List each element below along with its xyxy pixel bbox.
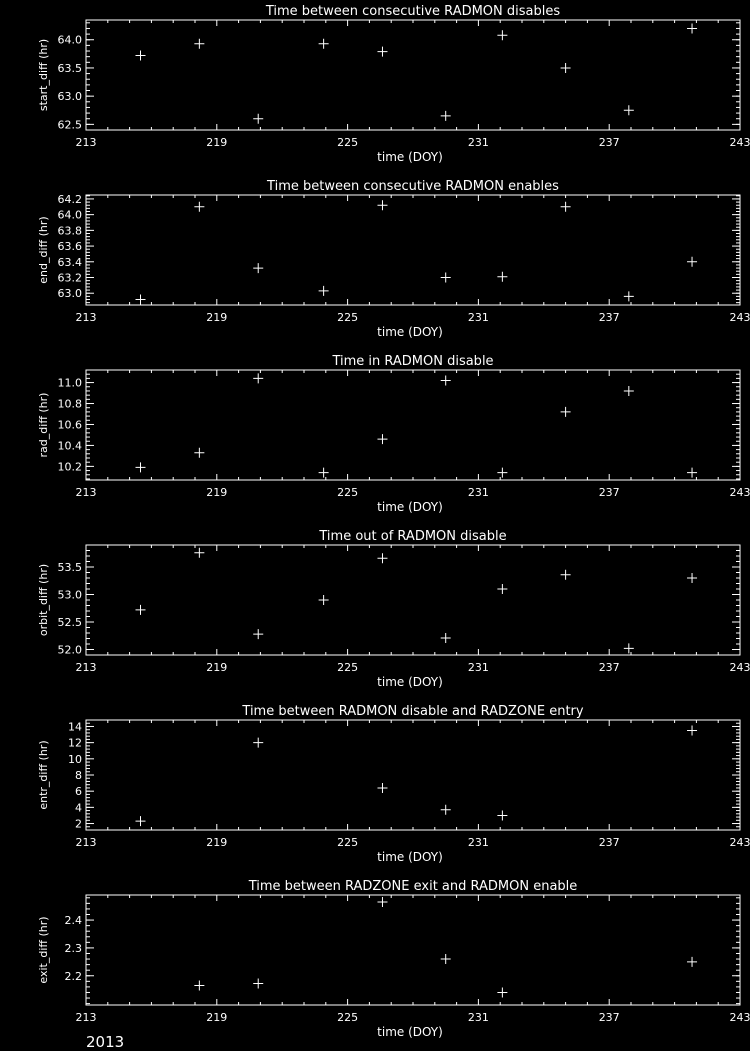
data-point-marker — [377, 47, 387, 57]
chart-panel-5 — [37, 704, 750, 864]
x-tick-label: 243 — [730, 486, 750, 499]
data-point-marker — [561, 570, 571, 580]
x-tick-label: 219 — [206, 311, 227, 324]
y-tick-label: 63.8 — [58, 224, 83, 237]
x-axis-label: time (DOY) — [377, 500, 443, 514]
x-tick-label: 225 — [337, 311, 358, 324]
chart-title: Time between RADMON disable and RADZONE entry — [241, 704, 583, 719]
data-point-marker — [441, 954, 451, 964]
y-tick-label: 12 — [68, 737, 82, 750]
data-point-marker — [441, 633, 451, 643]
x-tick-label: 225 — [337, 136, 358, 149]
data-point-marker — [624, 105, 634, 115]
y-tick-label: 53.0 — [58, 589, 83, 602]
x-axis-label: time (DOY) — [377, 150, 443, 164]
plot-frame — [86, 370, 740, 480]
data-point-marker — [319, 468, 329, 478]
x-tick-label: 237 — [599, 486, 620, 499]
x-tick-label: 213 — [76, 486, 97, 499]
y-tick-label: 10.4 — [58, 439, 83, 452]
x-tick-label: 243 — [730, 836, 750, 849]
chart-title: Time between consecutive RADMON disables — [265, 4, 561, 19]
data-point-marker — [319, 595, 329, 605]
x-tick-label: 231 — [468, 661, 489, 674]
y-axis-label: orbit_diff (hr) — [37, 564, 50, 636]
data-point-marker — [377, 783, 387, 793]
data-point-marker — [497, 30, 507, 40]
x-tick-label: 237 — [599, 136, 620, 149]
y-tick-label: 10.8 — [58, 398, 83, 411]
data-point-marker — [194, 981, 204, 991]
data-point-marker — [377, 200, 387, 210]
data-point-marker — [253, 263, 263, 273]
y-tick-label: 4 — [75, 801, 82, 814]
data-point-marker — [253, 114, 263, 124]
x-tick-label: 219 — [206, 661, 227, 674]
data-point-marker — [319, 286, 329, 296]
y-tick-label: 2.4 — [65, 914, 83, 927]
x-tick-label: 237 — [599, 1011, 620, 1024]
data-point-marker — [194, 39, 204, 49]
data-point-marker — [497, 810, 507, 820]
data-point-marker — [624, 291, 634, 301]
y-tick-label: 6 — [75, 785, 82, 798]
data-point-marker — [136, 295, 146, 305]
data-point-marker — [136, 816, 146, 826]
data-point-marker — [136, 51, 146, 61]
y-tick-label: 10 — [68, 753, 82, 766]
data-point-marker — [561, 202, 571, 212]
data-point-marker — [441, 111, 451, 121]
y-tick-label: 53.5 — [58, 561, 83, 574]
y-tick-label: 14 — [68, 720, 82, 733]
y-tick-label: 63.2 — [58, 272, 83, 285]
x-axis-label: time (DOY) — [377, 675, 443, 689]
y-axis-label: entr_diff (hr) — [37, 740, 50, 809]
y-tick-label: 63.5 — [58, 62, 83, 75]
x-axis-label: time (DOY) — [377, 325, 443, 339]
x-tick-label: 219 — [206, 836, 227, 849]
y-axis-label: start_diff (hr) — [37, 39, 50, 111]
data-point-marker — [194, 202, 204, 212]
x-tick-label: 231 — [468, 1011, 489, 1024]
data-point-marker — [253, 629, 263, 639]
x-tick-label: 225 — [337, 836, 358, 849]
y-tick-label: 64.2 — [58, 193, 83, 206]
chart-panel-3 — [37, 354, 750, 514]
y-axis-label: exit_diff (hr) — [37, 916, 50, 983]
data-point-marker — [194, 548, 204, 558]
data-point-marker — [497, 584, 507, 594]
y-axis-label: rad_diff (hr) — [37, 393, 50, 458]
y-axis-label: end_diff (hr) — [37, 216, 50, 283]
y-tick-label: 63.6 — [58, 240, 83, 253]
chart-title: Time between consecutive RADMON enables — [266, 179, 559, 194]
y-tick-label: 10.6 — [58, 418, 83, 431]
y-tick-label: 64.0 — [58, 34, 83, 47]
x-axis-label: time (DOY) — [377, 1025, 443, 1039]
plot-frame — [86, 20, 740, 130]
y-tick-label: 2.3 — [65, 942, 83, 955]
data-point-marker — [377, 897, 387, 907]
x-tick-label: 219 — [206, 486, 227, 499]
x-tick-label: 243 — [730, 311, 750, 324]
x-tick-label: 231 — [468, 486, 489, 499]
chart-panel-6 — [37, 879, 750, 1039]
x-tick-label: 225 — [337, 661, 358, 674]
x-tick-label: 231 — [468, 836, 489, 849]
y-tick-label: 62.5 — [58, 118, 83, 131]
y-tick-label: 2.2 — [65, 970, 83, 983]
data-point-marker — [441, 273, 451, 283]
data-point-marker — [253, 979, 263, 989]
x-tick-label: 231 — [468, 136, 489, 149]
data-point-marker — [687, 573, 697, 583]
plot-frame — [86, 195, 740, 305]
data-point-marker — [253, 738, 263, 748]
data-point-marker — [136, 462, 146, 472]
data-point-marker — [253, 373, 263, 383]
data-point-marker — [624, 643, 634, 653]
data-point-marker — [561, 407, 571, 417]
data-point-marker — [441, 375, 451, 385]
x-tick-label: 243 — [730, 661, 750, 674]
plot-frame — [86, 720, 740, 830]
y-tick-label: 63.0 — [58, 287, 83, 300]
data-point-marker — [497, 272, 507, 282]
x-axis-label: time (DOY) — [377, 850, 443, 864]
y-tick-label: 2 — [75, 818, 82, 831]
x-tick-label: 213 — [76, 311, 97, 324]
x-tick-label: 219 — [206, 136, 227, 149]
data-point-marker — [687, 957, 697, 967]
data-point-marker — [377, 434, 387, 444]
data-point-marker — [687, 257, 697, 267]
chart-panel-4 — [37, 529, 750, 689]
x-tick-label: 231 — [468, 311, 489, 324]
data-point-marker — [687, 726, 697, 736]
x-tick-label: 213 — [76, 661, 97, 674]
data-point-marker — [497, 987, 507, 997]
x-tick-label: 225 — [337, 1011, 358, 1024]
data-point-marker — [194, 448, 204, 458]
data-point-marker — [136, 605, 146, 615]
year-label: 2013 — [86, 1033, 124, 1051]
chart-title: Time out of RADMON disable — [318, 529, 506, 544]
x-tick-label: 213 — [76, 136, 97, 149]
data-point-marker — [441, 805, 451, 815]
x-tick-label: 225 — [337, 486, 358, 499]
y-tick-label: 52.5 — [58, 616, 83, 629]
x-tick-label: 213 — [76, 836, 97, 849]
chart-title: Time between RADZONE exit and RADMON enable — [248, 879, 578, 894]
x-tick-label: 237 — [599, 661, 620, 674]
x-tick-label: 213 — [76, 1011, 97, 1024]
data-point-marker — [377, 553, 387, 563]
y-tick-label: 64.0 — [58, 209, 83, 222]
data-point-marker — [497, 468, 507, 478]
data-point-marker — [319, 39, 329, 49]
data-point-marker — [687, 23, 697, 33]
y-tick-label: 63.0 — [58, 90, 83, 103]
data-point-marker — [624, 386, 634, 396]
y-tick-label: 63.4 — [58, 256, 83, 269]
data-point-marker — [561, 63, 571, 73]
y-tick-label: 52.0 — [58, 644, 83, 657]
x-tick-label: 243 — [730, 1011, 750, 1024]
chart-title: Time in RADMON disable — [331, 354, 493, 369]
chart-panel-2 — [37, 179, 750, 339]
x-tick-label: 237 — [599, 836, 620, 849]
x-tick-label: 243 — [730, 136, 750, 149]
y-tick-label: 10.2 — [58, 460, 83, 473]
plot-frame — [86, 895, 740, 1005]
y-tick-label: 8 — [75, 769, 82, 782]
x-tick-label: 237 — [599, 311, 620, 324]
x-tick-label: 219 — [206, 1011, 227, 1024]
chart-panel-1 — [37, 4, 750, 164]
plot-frame — [86, 545, 740, 655]
y-tick-label: 11.0 — [58, 377, 83, 390]
data-point-marker — [687, 468, 697, 478]
